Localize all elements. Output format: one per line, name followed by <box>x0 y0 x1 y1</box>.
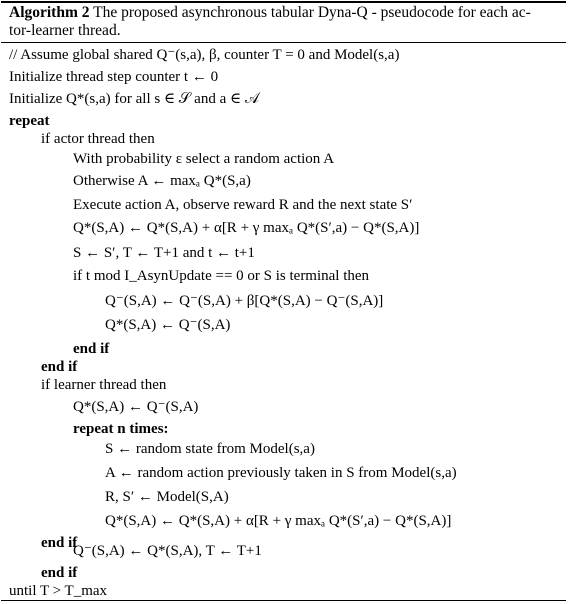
algorithm-box <box>1 1 566 601</box>
line-text: Q*(S,A) ← Q*(S,A) + α[R + γ maxₐ Q*(S′,a) − Q*(S,A)] <box>105 513 452 529</box>
line-text: Q*(S,A) ← Q⁻(S,A) <box>105 317 231 333</box>
algo-line-3 <box>9 89 259 109</box>
keyword-repeat: repeat <box>9 113 50 129</box>
algo-line-14 <box>73 339 109 359</box>
line-text: Initialize thread step counter t ← 0 <box>9 69 219 85</box>
algo-line-5 <box>41 129 155 149</box>
keyword-end-if: end if <box>41 565 78 581</box>
algo-line-7 <box>73 171 251 191</box>
algo-line-15 <box>41 357 77 377</box>
algo-line-12 <box>105 291 383 311</box>
algo-line-2 <box>9 67 218 87</box>
line-text: until T > T_max <box>9 583 108 599</box>
caption-label: Algorithm 2 <box>9 4 90 21</box>
algo-line-22 <box>105 511 451 531</box>
algo-line-23 <box>41 533 77 553</box>
line-text: Otherwise A ← maxₐ Q*(S,a) <box>73 173 251 189</box>
keyword-repeat-n: repeat n times: <box>73 421 169 437</box>
algo-line-4 <box>9 111 50 131</box>
line-text: Q⁻(S,A) ← Q⁻(S,A) + β[Q*(S,A) − Q⁻(S,A)] <box>105 293 384 309</box>
algo-line-10 <box>73 243 255 263</box>
line-text: Execute action A, observe reward R and the next state S′ <box>73 197 413 213</box>
keyword-end-if: end if <box>73 341 110 357</box>
caption-text-continued: tor-learner thread. <box>9 22 121 39</box>
line-text: // Assume global shared Q⁻(s,a), β, counter T = 0 and Model(s,a) <box>9 47 400 63</box>
algo-line-17 <box>73 397 198 417</box>
line-text: S ← random state from Model(s,a) <box>105 441 315 457</box>
algo-line-24 <box>73 541 262 561</box>
algo-line-26 <box>9 581 107 601</box>
algo-line-21 <box>105 487 229 507</box>
line-text: Q*(S,A) ← Q*(S,A) + α[R + γ maxₐ Q*(S′,a) − Q*(S,A)] <box>73 220 420 236</box>
line-text: Q⁻(S,A) ← Q*(S,A), T ← T+1 <box>73 543 262 559</box>
caption-line-1 <box>9 3 531 23</box>
algo-line-13 <box>105 315 230 335</box>
line-text: if actor thread then <box>41 131 155 147</box>
keyword-end-if: end if <box>41 535 78 551</box>
algo-line-6 <box>73 149 334 169</box>
line-text: if learner thread then <box>41 377 167 393</box>
caption-line-2 <box>9 21 121 41</box>
line-text: S ← S′, T ← T+1 and t ← t+1 <box>73 245 255 261</box>
line-text: Q*(S,A) ← Q⁻(S,A) <box>73 399 199 415</box>
algo-line-25 <box>41 563 77 583</box>
algo-line-20 <box>105 463 457 483</box>
line-text: A ← random action previously taken in S from Model(s,a) <box>105 465 457 481</box>
algo-line-16 <box>41 375 166 395</box>
caption-text: The proposed asynchronous tabular Dyna-Q - pseudocode for each ac- <box>93 4 531 21</box>
bottom-rule <box>1 600 566 601</box>
algo-line-18 <box>73 419 169 439</box>
algo-line-11 <box>73 266 369 286</box>
caption-rule <box>1 42 566 43</box>
algo-line-19 <box>105 439 315 459</box>
algo-line-8 <box>73 195 412 215</box>
line-text: R, S′ ← Model(S,A) <box>105 489 229 505</box>
algo-line-9 <box>73 218 419 238</box>
keyword-end-if: end if <box>41 359 78 375</box>
line-text: With probability ε select a random action A <box>73 151 335 167</box>
line-text: if t mod I_AsynUpdate == 0 or S is terminal then <box>73 268 370 284</box>
algo-line-1 <box>9 45 399 65</box>
line-text: Initialize Q*(s,a) for all s ∈ 𝒮 and a ∈ 𝒜 <box>9 91 260 107</box>
